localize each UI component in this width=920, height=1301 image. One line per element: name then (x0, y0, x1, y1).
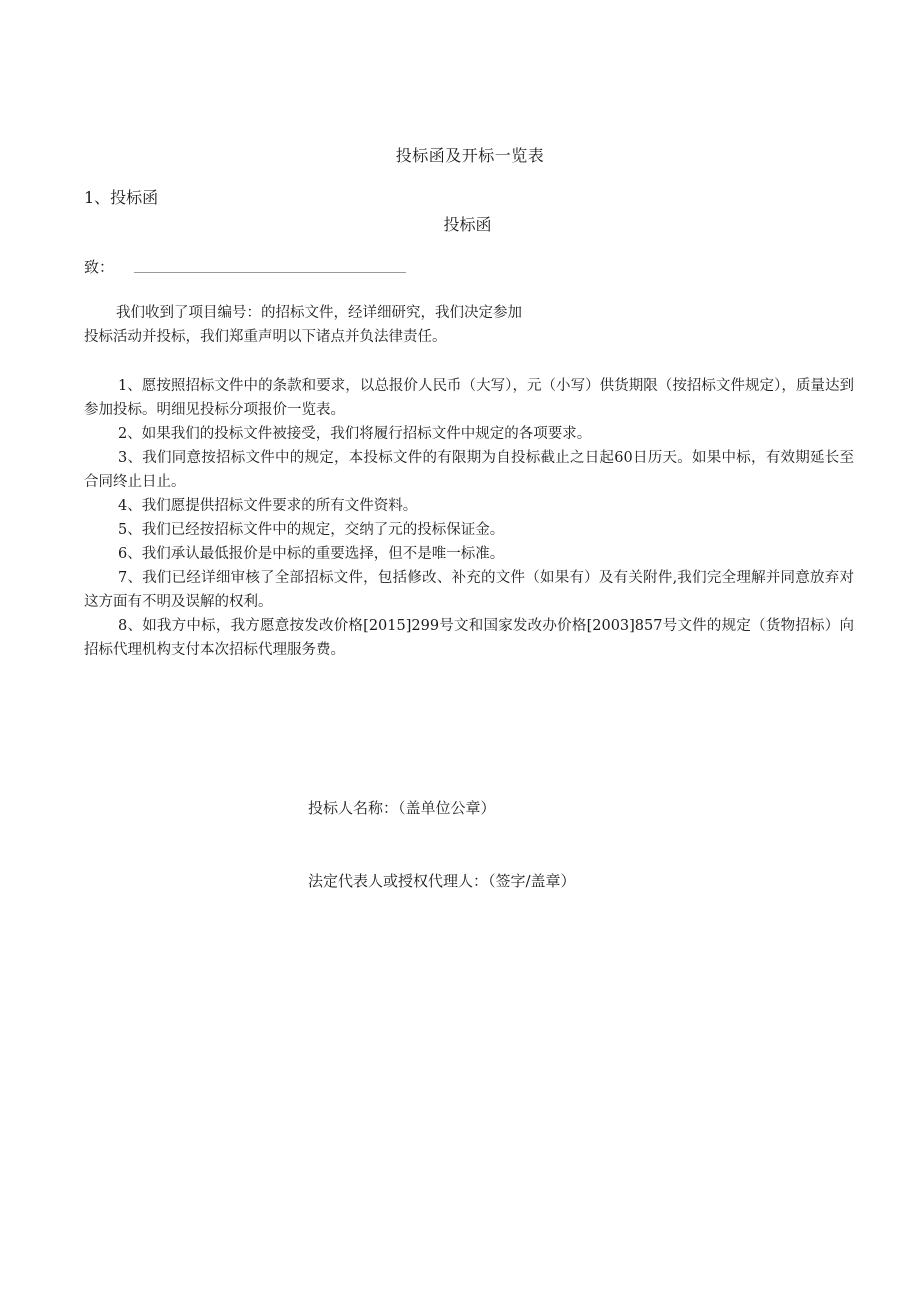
salutation (84, 256, 406, 277)
salutation-label: 致： (84, 258, 115, 276)
document-title: 投标函及开标一览表 (395, 146, 545, 165)
legal-representative-label: 法定代表人或授权代理人：（签字/盖章） (308, 872, 576, 890)
intro-line-2: 投标活动并投标，我们郑重声明以下诸点并负法律责任。 (84, 329, 447, 345)
clause-1: 1、愿按照招标文件中的条款和要求，以总报价人民币（大写），元（小写）供货期限（按招标文件规定），质量达到参加投标。明细见投标分项报价一览表。 (84, 378, 854, 418)
clause-8: 8、如我方中标，我方愿意按发改价格[2015]299号文和国家发改办价格[2003]857号文件的规定（货物招标）向招标代理机构支付本次招标代理服务费。 (84, 618, 854, 658)
letter-title: 投标函 (443, 215, 492, 234)
intro-paragraph (84, 301, 854, 349)
clause-4: 4、我们愿提供招标文件要求的所有文件资料。 (118, 498, 418, 514)
recipient-blank-line (134, 271, 406, 273)
clause-6: 6、我们承认最低报价是中标的重要选择，但不是唯一标准。 (118, 546, 505, 562)
clause-2: 2、如果我们的投标文件被接受，我们将履行招标文件中规定的各项要求。 (118, 426, 592, 442)
bidder-name-label: 投标人名称：（盖单位公章） (308, 799, 496, 817)
section-heading: 1、投标函 (84, 188, 159, 207)
clause-5: 5、我们已经按招标文件中的规定，交纳了元的投标保证金。 (118, 522, 505, 538)
intro-line-1: 我们收到了项目编号：的招标文件，经详细研究，我们决定参加 (116, 305, 522, 321)
clause-3: 3、我们同意按招标文件中的规定，本投标文件的有限期为自投标截止之日起60日历天。如果中标，有效期延长至合同终止日止。 (84, 450, 854, 490)
clause-list (84, 374, 854, 662)
clause-7: 7、我们已经详细审核了全部招标文件，包括修改、补充的文件（如果有）及有关附件,我们完全理解并同意放弃对这方面有不明及误解的权利。 (84, 570, 854, 610)
